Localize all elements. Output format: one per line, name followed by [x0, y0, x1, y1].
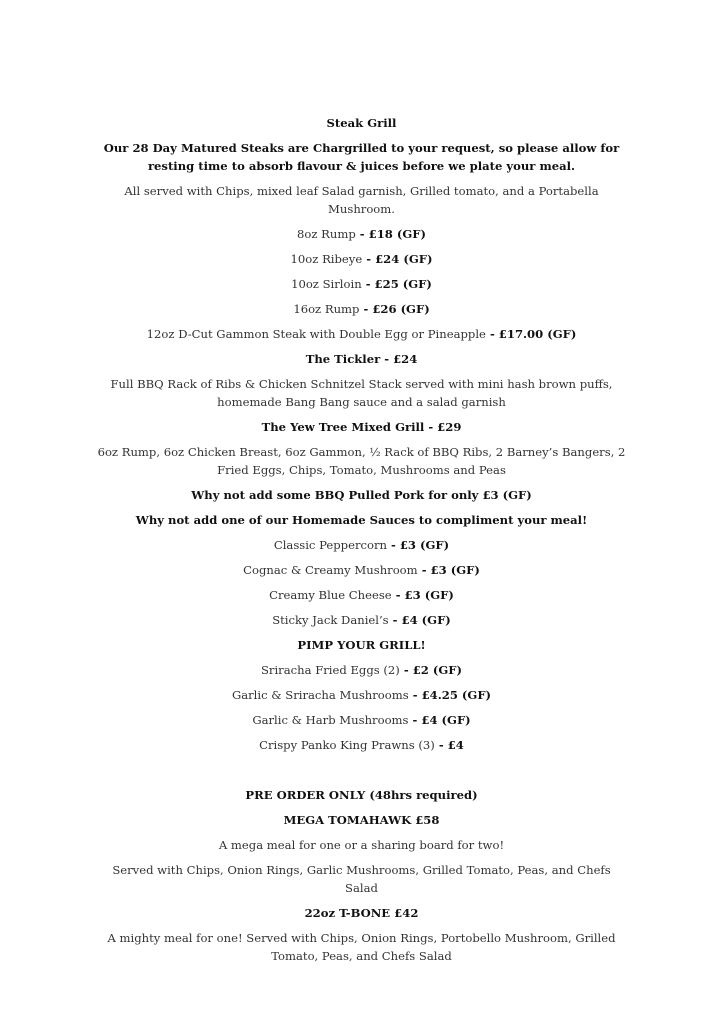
pulled-pork-offer: Why not add some BBQ Pulled Pork for only £3 (GF) [191, 488, 532, 502]
item-name: 12oz D-Cut Gammon Steak with Double Egg or Pineapple [146, 327, 486, 341]
item-price: - £4 (GF) [408, 713, 471, 727]
extra-item [95, 661, 628, 679]
item-name: Garlic & Sriracha Mushrooms [231, 688, 409, 702]
item-price: - £3 (GF) [386, 538, 450, 552]
steak-item [95, 325, 628, 343]
steak-item [95, 275, 628, 293]
item-price: - £2 (GF) [399, 663, 462, 677]
item-name: Cognac & Creamy Mushroom [243, 563, 418, 577]
pimp-heading: PIMP YOUR GRILL! [297, 638, 426, 652]
item-price: - £25 (GF) [361, 277, 432, 291]
section-spacer [95, 761, 628, 786]
sauce-item [95, 536, 628, 554]
item-name: Sriracha Fried Eggs (2) [260, 663, 400, 677]
item-name: 10oz Sirloin [291, 277, 362, 291]
extra-item [95, 736, 628, 754]
sauce-item [95, 586, 628, 604]
extra-item [95, 711, 628, 729]
sauces-heading: Why not add one of our Homemade Sauces to compliment your meal! [135, 513, 588, 527]
item-name: 10oz Ribeye [290, 252, 363, 266]
item-price: - £24 (GF) [362, 252, 433, 266]
sauce-item [95, 611, 628, 629]
sauce-item [95, 561, 628, 579]
tbone-description: A mighty meal for one! Served with Chips, Onion Rings, Portobello Mushroom, Grilled Tomato, Peas, and Chefs Salad [107, 931, 616, 963]
item-name: Creamy Blue Cheese [269, 588, 392, 602]
steak-item [95, 300, 628, 318]
item-price: - £3 (GF) [417, 563, 480, 577]
tickler-description: Full BBQ Rack of Ribs & Chicken Schnitzel Stack served with mini hash brown puffs, homemade Bang Bang sauce and a salad garnish [110, 377, 613, 409]
steak-item [95, 225, 628, 243]
menu-title: Steak Grill [326, 116, 397, 130]
mixed-grill-heading: The Yew Tree Mixed Grill - £29 [261, 420, 462, 434]
steak-item [95, 250, 628, 268]
item-price: - £4 [434, 738, 464, 752]
item-price: - £4.25 (GF) [408, 688, 492, 702]
menu-intro: Our 28 Day Matured Steaks are Chargrilled to your request, so please allow for resting time to absorb flavour & juices before we plate your meal. [103, 141, 620, 173]
item-name: Classic Peppercorn [273, 538, 387, 552]
item-name: 16oz Rump [293, 302, 360, 316]
item-price: - £18 (GF) [355, 227, 426, 241]
tickler-heading: The Tickler - £24 [305, 352, 418, 366]
extra-item [95, 686, 628, 704]
mixed-grill-description: 6oz Rump, 6oz Chicken Breast, 6oz Gammon, ½ Rack of BBQ Ribs, 2 Barney’s Bangers, 2 Fried Eggs, Chips, Tomato, Mushrooms and Peas [97, 445, 626, 477]
item-name: Garlic & Harb Mushrooms [252, 713, 409, 727]
served-with-note: All served with Chips, mixed leaf Salad garnish, Grilled tomato, and a Portabella Mushroom. [124, 184, 599, 216]
item-price: - £26 (GF) [359, 302, 430, 316]
tbone-heading: 22oz T-BONE £42 [304, 906, 419, 920]
item-name: Crispy Panko King Prawns (3) [259, 738, 435, 752]
tomahawk-tagline: A mega meal for one or a sharing board for two! [218, 838, 505, 852]
menu-content [95, 114, 628, 972]
pre-order-heading: PRE ORDER ONLY (48hrs required) [245, 788, 478, 802]
item-name: Sticky Jack Daniel’s [272, 613, 389, 627]
item-name: 8oz Rump [297, 227, 356, 241]
tomahawk-heading: MEGA TOMAHAWK £58 [283, 813, 440, 827]
item-price: - £3 (GF) [391, 588, 454, 602]
tomahawk-served: Served with Chips, Onion Rings, Garlic Mushrooms, Grilled Tomato, Peas, and Chefs Salad [112, 863, 611, 895]
item-price: - £17.00 (GF) [485, 327, 577, 341]
item-price: - £4 (GF) [388, 613, 451, 627]
